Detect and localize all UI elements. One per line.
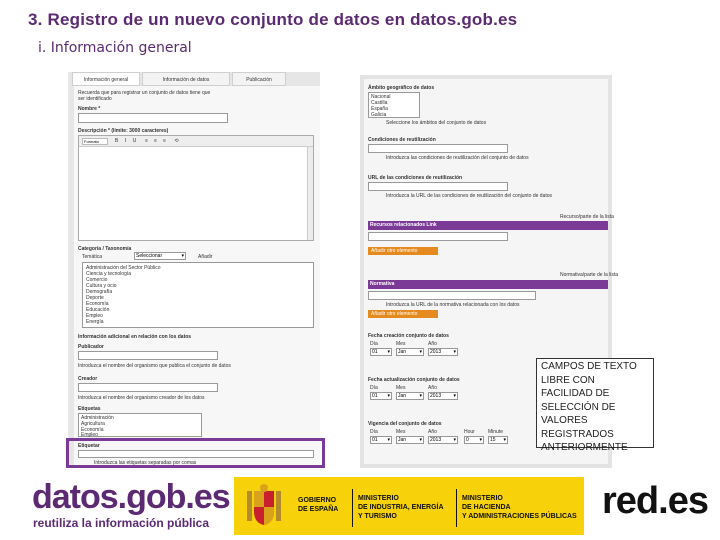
government-banner — [234, 477, 584, 535]
callout-box: CAMPOS DE TEXTO LIBRE CON FACILIDAD DE SELECCIÓN DE VALORES REGISTRADOS ANTERIORMENTE — [536, 358, 654, 448]
descripcion-editor[interactable] — [78, 135, 314, 241]
slide-subtitle: i. Información general — [38, 40, 192, 56]
recursos-header: Recursos relacionados Link — [368, 221, 608, 230]
list-item[interactable]: Economía — [86, 301, 109, 307]
tags-field-highlight — [66, 438, 325, 468]
normativa-side-label: Normativa/parte de la lista — [560, 272, 619, 278]
red-es-logo: red.es — [602, 480, 708, 522]
creador-label: Creador — [78, 376, 98, 382]
list-item[interactable]: Economía — [81, 427, 104, 433]
condiciones-note: Introduzca las condiciones de reutilización del conjunto de datos — [386, 155, 529, 161]
ministry-finance-3: Y ADMINISTRACIONES PÚBLICAS — [462, 513, 577, 520]
condiciones-label: Condiciones de reutilización — [368, 137, 436, 143]
ministry-industry-3: Y TURISMO — [358, 513, 397, 520]
date-head-month: Mes — [396, 341, 406, 347]
creacion-year-select[interactable]: 2013 ▾ — [428, 348, 458, 356]
actualizacion-month-select[interactable]: Jan ▾ — [396, 392, 424, 400]
tematica-label: Temática — [82, 254, 103, 260]
descripcion-label: Descripción * (límite: 3000 caracteres) — [78, 128, 169, 134]
actualizacion-year-select[interactable]: 2013 ▾ — [428, 392, 458, 400]
intro-text-2: ser identificado — [78, 96, 112, 102]
tematica-select[interactable]: Seleccionar ▾ — [134, 252, 186, 260]
list-item[interactable]: Nacional — [371, 94, 391, 100]
recursos-input[interactable] — [368, 232, 508, 241]
vigencia-year-select[interactable]: 2013 ▾ — [428, 436, 458, 444]
recursos-side-label: Recurso/parte de la lista — [560, 214, 614, 220]
creador-note: Introduzca el nombre del organismo creador de los datos — [78, 395, 205, 401]
publicador-label: Publicador — [78, 344, 104, 350]
creacion-label: Fecha creación conjunto de datos — [368, 333, 449, 339]
date-head-day: Día — [370, 341, 378, 347]
url-note: Introduzca la URL de las condiciones de reutilización del conjunto de datos — [386, 193, 553, 199]
datos-gob-logo: datos.gob.es — [32, 478, 230, 516]
date-head-year: Año — [428, 385, 437, 391]
coat-of-arms-icon — [244, 483, 284, 529]
list-item[interactable]: Ciencia y tecnología — [86, 271, 132, 277]
ministry-finance-2: DE HACIENDA — [462, 504, 511, 511]
underline-icon[interactable]: U — [132, 138, 137, 144]
list-item[interactable]: Administración del Sector Público — [86, 265, 161, 271]
date-head-year: Año — [428, 429, 437, 435]
ambito-listbox[interactable] — [368, 92, 420, 118]
ambito-label: Ámbito geográfico de datos — [368, 85, 435, 91]
categoria-label: Categoría / Taxonomía — [78, 246, 132, 252]
extra-label[interactable]: Añadir — [198, 254, 213, 260]
slide-title: 3. Registro de un nuevo conjunto de datos en datos.gob.es — [28, 10, 518, 29]
list-item[interactable]: Agricultura — [81, 421, 105, 427]
publicador-input[interactable] — [78, 351, 218, 360]
list-item[interactable]: Educación — [86, 307, 110, 313]
url-input[interactable] — [368, 182, 508, 191]
creacion-month-select[interactable]: Jan ▾ — [396, 348, 424, 356]
time-head-minute: Minute — [488, 429, 504, 435]
tab-publicacion[interactable]: Publicación — [232, 72, 286, 86]
tematica-listbox[interactable] — [82, 262, 314, 328]
etiquetas-listbox[interactable] — [78, 413, 202, 437]
divider — [352, 489, 353, 527]
list-item[interactable]: Empleo — [86, 313, 103, 319]
gov-spain-text-2: DE ESPAÑA — [298, 506, 339, 513]
align-center-icon[interactable]: ≡ — [154, 138, 157, 144]
tab-informacion-general[interactable]: Información general — [72, 72, 140, 86]
list-item[interactable]: Castilla — [371, 100, 388, 106]
add-recurso-button[interactable]: Añadir otro elemento — [368, 247, 438, 255]
form-sheet — [74, 86, 320, 468]
list-item[interactable]: Galicia — [371, 112, 387, 118]
normativa-header: Normativa — [368, 280, 608, 289]
align-right-icon[interactable]: ≡ — [163, 138, 166, 144]
time-head-hour: Hour — [464, 429, 475, 435]
vigencia-minute-select[interactable]: 15 ▾ — [488, 436, 508, 444]
etiquetar-label: Etiquetar — [78, 443, 100, 449]
list-item[interactable]: Deporte — [86, 295, 104, 301]
form-panel-general-info — [68, 72, 320, 468]
divider — [456, 489, 457, 527]
date-head-month: Mes — [396, 385, 406, 391]
italic-icon[interactable]: I — [124, 138, 127, 144]
etiquetar-note: Introduzca las etiquetas separadas por comas — [94, 460, 197, 466]
form-tabs — [68, 72, 320, 86]
ministry-finance-1: MINISTERIO — [462, 495, 503, 502]
vigencia-month-select[interactable]: Jan ▾ — [396, 436, 424, 444]
ministry-industry-2: DE INDUSTRIA, ENERGÍA — [358, 504, 444, 511]
editor-toolbar — [79, 136, 313, 147]
info-adicional-label: Información adicional en relación con los datos — [78, 334, 192, 340]
etiquetas-label: Etiquetas — [78, 406, 101, 412]
publicador-note: Introduzca el nombre del organismo que publica el conjunto de datos — [78, 363, 231, 369]
date-head-month: Mes — [396, 429, 406, 435]
normativa-note: Introduzca la URL de la normativa relacionada con los datos — [386, 302, 520, 308]
url-label: URL de las condiciones de reutilización — [368, 175, 463, 181]
list-item[interactable]: Administración — [81, 415, 114, 421]
tab-informacion-datos[interactable]: Información de datos — [142, 72, 230, 86]
list-item[interactable]: Empleo — [81, 432, 98, 438]
list-item[interactable]: Cultura y ocio — [86, 283, 117, 289]
list-item[interactable]: Comercio — [86, 277, 108, 283]
add-normativa-button[interactable]: Añadir otro elemento — [368, 310, 438, 318]
date-head-year: Año — [428, 341, 437, 347]
actualizacion-day-select[interactable]: 01 ▾ — [370, 392, 392, 400]
intro-text: Recuerda que para registrar un conjunto de datos tiene que — [78, 90, 211, 96]
vigencia-hour-select[interactable]: 0 ▾ — [464, 436, 484, 444]
date-head-day: Día — [370, 385, 378, 391]
datos-gob-tagline: reutiliza la información pública — [33, 516, 210, 530]
creacion-day-select[interactable]: 01 ▾ — [370, 348, 392, 356]
align-left-icon[interactable]: ≡ — [145, 138, 148, 144]
undo-icon[interactable]: ⟲ — [174, 138, 179, 144]
creador-input[interactable] — [78, 383, 218, 392]
nombre-label: Nombre * — [78, 106, 101, 112]
gov-spain-text-1: GOBIERNO — [298, 497, 337, 504]
list-item[interactable]: Demografía — [86, 289, 113, 295]
nombre-input[interactable] — [78, 113, 228, 123]
condiciones-input[interactable] — [368, 144, 508, 153]
ambito-note: Seleccione los ámbitos del conjunto de datos — [386, 120, 487, 126]
normativa-input[interactable] — [368, 291, 536, 300]
list-item[interactable]: Energía — [86, 319, 104, 325]
bold-icon[interactable]: B — [114, 138, 119, 144]
editor-scrollbar[interactable] — [307, 147, 313, 240]
list-item[interactable]: España — [371, 106, 388, 112]
vigencia-label: Vigencia del conjunto de datos — [368, 421, 442, 427]
format-select[interactable]: Formato — [82, 138, 108, 145]
vigencia-day-select[interactable]: 01 ▾ — [370, 436, 392, 444]
date-head-day: Día — [370, 429, 378, 435]
actualizacion-label: Fecha actualización conjunto de datos — [368, 377, 460, 383]
ministry-industry-1: MINISTERIO — [358, 495, 399, 502]
